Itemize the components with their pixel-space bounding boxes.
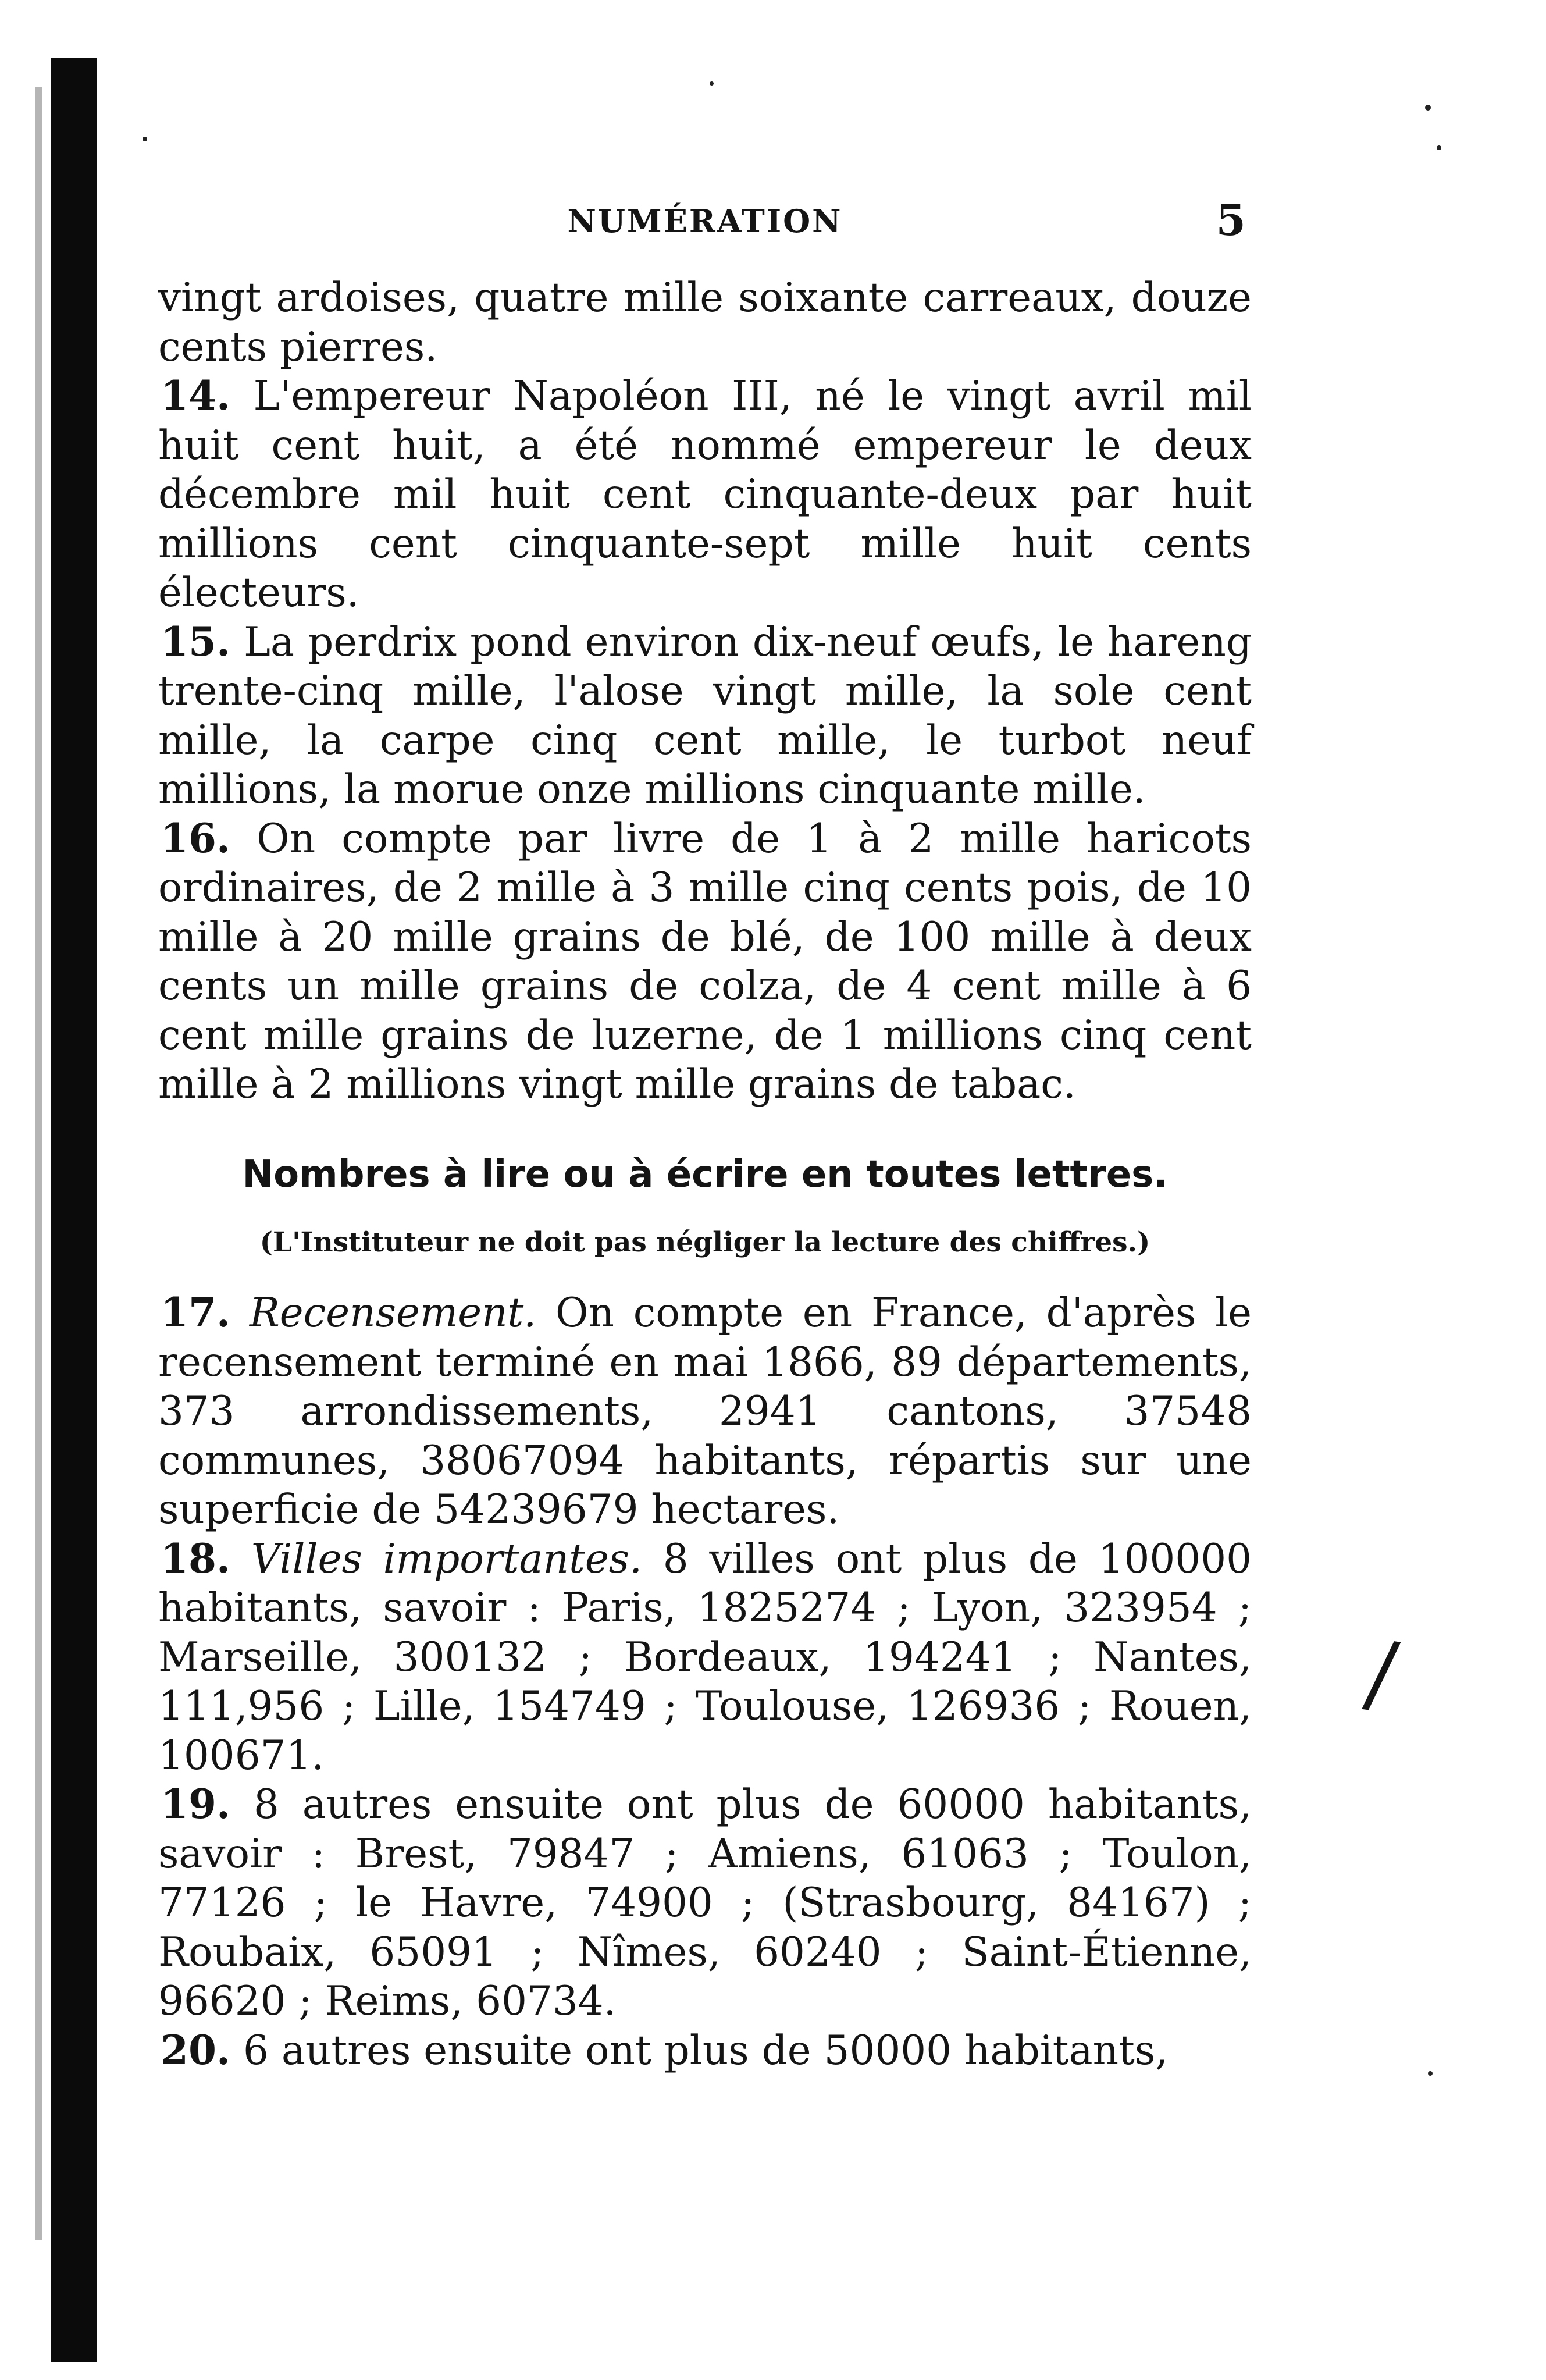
exercise-number: 19.	[161, 1781, 231, 1828]
paragraph-text: La perdrix pond environ dix-neuf œufs, le hareng trente-cinq mille, l'alose vingt mille, la sole cent mille, la carpe cinq cent mille, le turbot neuf millions, la morue onze millions cinquante mille.	[158, 618, 1252, 813]
exercise-number: 16.	[161, 814, 231, 862]
paragraph-text: L'empereur Napoléon III, né le vingt avril mil huit cent huit, a été nommé empereur le deux décembre mil huit cent cinquante-deux par huit millions cent cinquante-sept mille huit cents électeurs.	[158, 373, 1252, 616]
page-edge-shadow	[35, 87, 42, 2240]
ink-speck	[710, 81, 714, 86]
page-body	[158, 273, 1252, 2075]
exercise-14	[158, 372, 1252, 618]
margin-pencil-mark: /	[1360, 1621, 1403, 1726]
exercise-18	[158, 1535, 1252, 1781]
ink-speck	[1425, 105, 1431, 111]
paragraph-text: On compte par livre de 1 à 2 mille haricots ordinaires, de 2 mille à 3 mille cinq cents pois, de 10 mille à 20 mille grains de blé, de 100 mille à deux cents un mille grains de colza, de 4 cent mille à 6 cent mille grains de luzerne, de 1 millions cinq cent mille à 2 millions vingt mille grains de tabac.	[158, 815, 1252, 1108]
exercise-16	[158, 814, 1252, 1109]
page-header	[158, 195, 1252, 246]
exercise-19	[158, 1780, 1252, 2026]
exercise-17	[158, 1289, 1252, 1535]
exercise-number: 14.	[161, 372, 231, 419]
paragraph-text: 6 autres ensuite ont plus de 50000 habitants,	[243, 2027, 1169, 2074]
book-spine-shadow	[51, 58, 97, 2362]
ink-speck	[1428, 2071, 1433, 2076]
exercise-15	[158, 618, 1252, 814]
ink-speck	[143, 137, 147, 141]
running-title: NUMÉRATION	[567, 202, 843, 240]
paragraph-text: 8 villes ont plus de 100000 habitants, savoir : Paris, 1825274 ; Lyon, 323954 ; Marseille, 300132 ; Bordeaux, 194241 ; Nantes, 111,956 ; Lille, 154749 ; Toulouse, 126936 ; Rouen, 100671.	[158, 1535, 1252, 1779]
exercise-number: 20.	[161, 2026, 231, 2074]
section-note: (L'Instituteur ne doit pas négliger la lecture des chiffres.)	[259, 1226, 1150, 1258]
ink-speck	[1437, 145, 1441, 150]
paragraph-text: 8 autres ensuite ont plus de 60000 habitants, savoir : Brest, 79847 ; Amiens, 61063 ; Toulon, 77126 ; le Havre, 74900 ; (Strasbourg, 84167) ; Roubaix, 65091 ; Nîmes, 60240 ; Saint-Étienne, 96620 ; Reims, 60734.	[158, 1781, 1252, 2025]
paragraph-text: On compte en France, d'après le recensement terminé en mai 1866, 89 départements, 373 arrondissements, 2941 cantons, 37548 communes, 38067094 habitants, répartis sur une superficie de 54239679 hectares.	[158, 1290, 1252, 1533]
exercise-number: 17.	[161, 1289, 231, 1336]
exercise-label: Villes importantes.	[251, 1535, 643, 1582]
exercise-number: 15.	[161, 618, 231, 666]
page-number: 5	[1216, 195, 1246, 246]
exercise-20	[158, 2026, 1252, 2076]
paragraph-continuation	[158, 273, 1252, 372]
exercise-number: 18.	[161, 1535, 231, 1582]
exercise-label: Recensement.	[249, 1290, 537, 1336]
section-heading: Nombres à lire ou à écrire en toutes lettres.	[242, 1152, 1168, 1196]
paragraph-text: vingt ardoises, quatre mille soixante carreaux, douze cents pierres.	[158, 275, 1252, 371]
